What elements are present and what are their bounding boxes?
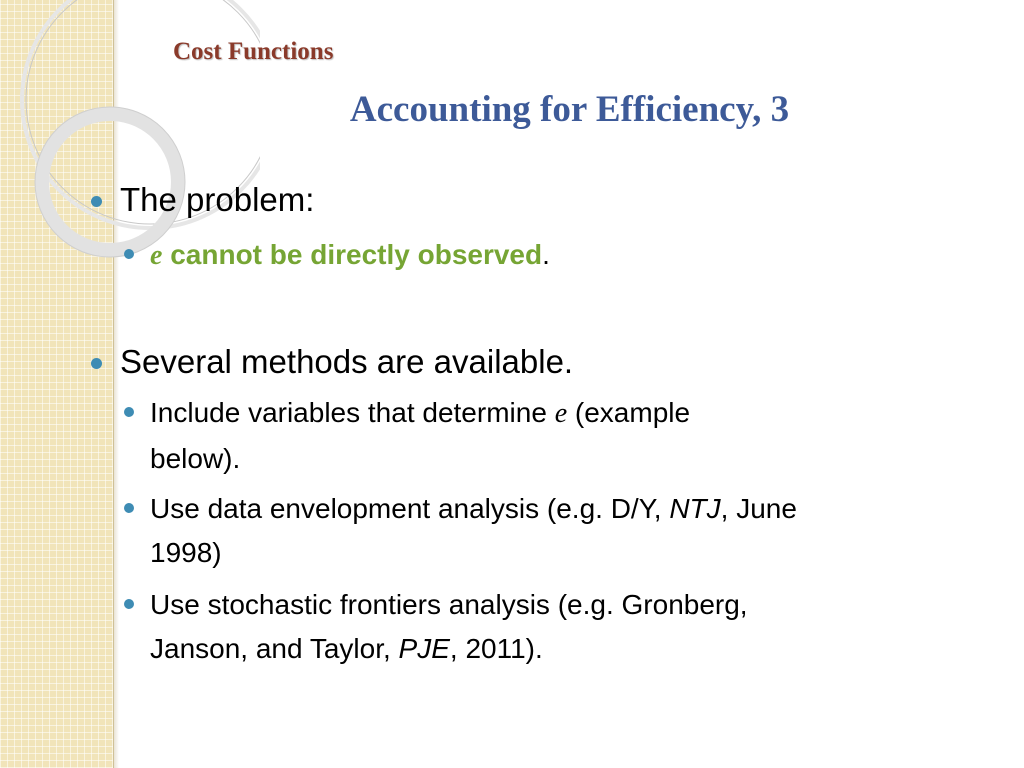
variable-e: e — [554, 398, 568, 429]
period: . — [542, 239, 550, 270]
sub-bullet-not-observed — [150, 236, 550, 275]
sub-bullet-dot — [124, 407, 134, 417]
variable-e: e — [150, 240, 163, 271]
section-title: Cost Functions — [173, 38, 334, 65]
bullet-problem: The problem: — [120, 181, 315, 218]
bullet-dot — [91, 358, 102, 369]
sub-bullet-include-variables — [150, 394, 690, 433]
dea-text: Use data envelopment analysis (e.g. D/Y, — [150, 493, 670, 524]
sfa-text-end: , 2011). — [449, 633, 543, 664]
include-text-end: (example — [567, 397, 691, 428]
sub-bullet-sfa-line2 — [150, 630, 543, 668]
journal-pje: PJE — [398, 633, 450, 664]
sub-bullet-dot — [124, 503, 134, 513]
sub-bullet-dea-line2: 1998) — [150, 537, 222, 568]
bullet-methods: Several methods are available. — [120, 343, 574, 380]
include-text: Include variables that determine — [150, 397, 555, 428]
sub-bullet-sfa: Use stochastic frontiers analysis (e.g. Gronberg, — [150, 589, 748, 620]
not-observed-text: cannot be directly observed — [162, 239, 543, 270]
bullet-dot — [91, 196, 102, 207]
sub-bullet-dot — [124, 249, 134, 259]
journal-ntj: NTJ — [669, 493, 721, 524]
sub-bullet-dea — [150, 490, 797, 528]
sub-bullet-dot — [124, 599, 134, 609]
dea-text-end: , June — [720, 493, 797, 524]
sfa-text: Janson, and Taylor, — [150, 633, 399, 664]
sub-bullet-include-variables-line2: below). — [150, 443, 241, 474]
slide-title: Accounting for Efficiency, 3 — [349, 89, 790, 130]
